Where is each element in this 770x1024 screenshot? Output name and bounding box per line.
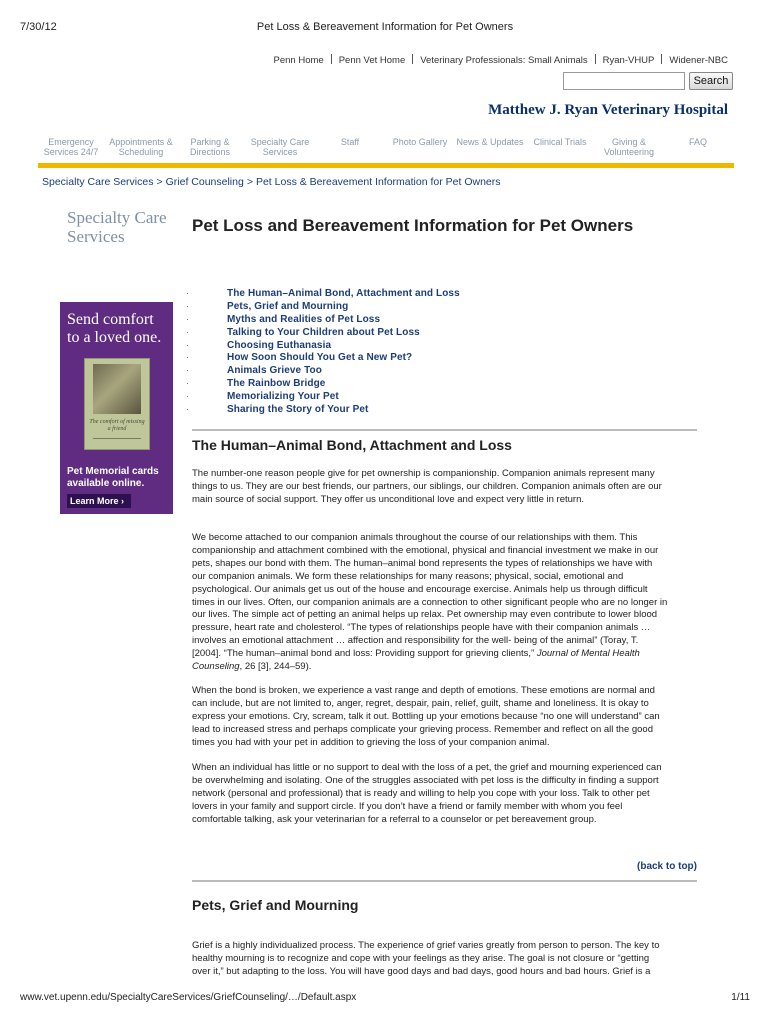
toc-link[interactable]: Myths and Realities of Pet Loss [227, 313, 381, 325]
nav-label: Giving & [611, 137, 646, 147]
text-line: lead to increased stress and perhaps complicate your grieving process. Remember and reflect on all the good [192, 723, 654, 735]
text-line: comfortable talking, ask your veterinarian for a referral to a counselor or pet bereavement group. [192, 813, 597, 825]
nav-parking-directions[interactable] [180, 137, 240, 157]
text-line: our companion animals. We form these relationships for many reasons; physical, social, emotional and [192, 570, 624, 582]
bullet: · [186, 391, 189, 402]
utility-nav [274, 54, 728, 66]
nav-faq[interactable] [678, 137, 718, 147]
card-title: The comfort of missing a friend [89, 419, 145, 432]
learn-more-button[interactable]: Learn More › [67, 494, 131, 508]
text-span: , 26 [3], 244–59). [239, 661, 312, 673]
toc-link[interactable]: How Soon Should You Get a New Pet? [227, 352, 413, 364]
breadcrumb-separator: > [246, 176, 253, 188]
list-item [186, 377, 686, 390]
text-line: pets, shapes our bond with them. The human–animal bond represents the types of relationships we have with [192, 557, 653, 569]
print-header [20, 21, 750, 35]
search-input[interactable] [563, 72, 685, 90]
card-divider [93, 438, 141, 439]
list-item [186, 364, 686, 377]
text-line: express your emotions. Cry, scream, talk it out. Bottling up your emotions because “no one will understand” can [192, 710, 660, 722]
list-item [186, 351, 686, 364]
nav-news-updates[interactable] [456, 137, 524, 147]
pet-photo [93, 364, 141, 414]
pet-memorial-cards-banner[interactable] [60, 302, 173, 514]
nav-label: Scheduling [118, 147, 164, 157]
text-line: main source of social support. They offer us unconditional love and expect very little in return. [192, 493, 585, 505]
nav-emergency-services[interactable] [40, 137, 102, 157]
toc-link[interactable]: The Human–Animal Bond, Attachment and Loss [227, 288, 460, 299]
topnav-veterinary-professionals[interactable]: Veterinary Professionals: Small Animals [420, 55, 588, 66]
text-line [192, 661, 698, 674]
bullet: · [186, 378, 189, 389]
print-footer [20, 992, 750, 1006]
bullet: · [186, 404, 189, 415]
topnav-ryan-vhup[interactable]: Ryan-VHUP [602, 55, 655, 66]
text-line: pressure, heart rate and cholesterol. “The types of relationships people have with their companion animals … [192, 622, 651, 634]
hospital-name: Matthew J. Ryan Veterinary Hospital [488, 102, 728, 118]
toc-link[interactable]: Animals Grieve Too [227, 365, 322, 377]
bullet: · [186, 313, 189, 324]
text-line: be overwhelming and isolating. One of the struggles associated with pet loss is the difficulty in finding a support [192, 774, 659, 786]
text-span: [2004]. “The human–animal bond and loss: Providing support for grieving clients,” [192, 648, 537, 660]
topnav-penn-vet-home[interactable]: Penn Vet Home [338, 55, 406, 66]
text-line: things to us. They are our best friends, our partners, our siblings, our children. Companion animals often are our [192, 480, 662, 492]
topnav-penn-home[interactable]: Penn Home [273, 55, 324, 66]
nav-label: Volunteering [603, 147, 655, 157]
main-nav [38, 137, 734, 159]
nav-label: Photo Gallery [392, 137, 448, 147]
text-line: our lives. The simple act of petting an animal helps up relax. Pet ownership may even contribute to lower blood [192, 609, 658, 621]
banner-subline [67, 466, 169, 490]
paragraph [192, 762, 698, 827]
sidebar-title-line: Services [67, 227, 125, 246]
paragraph [192, 468, 698, 507]
list-item [186, 300, 686, 313]
page-number: 1/11 [731, 992, 750, 1003]
banner-headline [67, 311, 169, 347]
section-divider [192, 880, 697, 882]
nav-specialty-care[interactable] [248, 137, 312, 157]
print-date: 7/30/12 [20, 21, 57, 33]
breadcrumb-separator: > [156, 176, 163, 188]
breadcrumb-specialty-care[interactable]: Specialty Care Services [42, 176, 154, 188]
nav-photo-gallery[interactable] [390, 137, 450, 147]
section-heading: The Human–Animal Bond, Attachment and Loss [192, 437, 512, 453]
list-item [186, 339, 686, 352]
text-line: psychological. Our animals get us out of the house and encourage exercise. Animals help us through difficult [192, 583, 648, 595]
list-item [186, 313, 686, 326]
nav-clinical-trials[interactable] [530, 137, 590, 147]
nav-label: Clinical Trials [533, 137, 587, 147]
topnav-divider [412, 54, 413, 64]
text-line: over it,” but adapting to the loss. You will have good days and bad days, good hours and bad hours. Grief is a [192, 965, 651, 977]
back-to-top-link[interactable]: (back to top) [637, 861, 697, 872]
text-line: times in our lives. Often, our companion animals are a connection to other significant people who are no longer in [192, 596, 668, 608]
table-of-contents [186, 287, 686, 416]
toc-link[interactable]: Sharing the Story of Your Pet [227, 404, 369, 416]
text-line: Grief is a highly individualized process. The experience of grief varies greatly from person to person. The key to [192, 940, 660, 951]
nav-label: FAQ [688, 137, 707, 147]
banner-headline-line: to a loved one. [67, 329, 162, 346]
paragraph [192, 940, 698, 979]
nav-label: Staff [340, 137, 360, 147]
nav-label: Services 24/7 [43, 147, 99, 157]
toc-link[interactable]: The Rainbow Bridge [227, 378, 326, 390]
text-line: The number-one reason people give for pet ownership is companionship. Companion animals represent many [192, 468, 655, 479]
bullet: · [186, 300, 189, 311]
bullet: · [186, 352, 189, 363]
nav-staff[interactable] [326, 137, 374, 147]
nav-label: News & Updates [456, 137, 524, 147]
text-line: network (personal and professional) that is ready and willing to help you cope with your loss. Talk to other pet [192, 787, 650, 799]
nav-label: Directions [189, 147, 230, 157]
list-item [186, 403, 686, 416]
nav-accent-bar [38, 163, 734, 168]
bullet: · [186, 339, 189, 350]
topnav-widener-nbc[interactable]: Widener-NBC [669, 55, 728, 66]
list-item [186, 287, 686, 300]
nav-appointments[interactable] [108, 137, 174, 157]
bullet: · [186, 288, 189, 298]
nav-giving-volunteering[interactable] [598, 137, 660, 157]
breadcrumb-current[interactable]: Pet Loss & Bereavement Information for Pet Owners [255, 176, 501, 188]
topnav-divider [661, 54, 662, 64]
toc-link[interactable]: Choosing Euthanasia [227, 339, 332, 351]
paragraph [192, 532, 698, 674]
breadcrumb-grief-counseling[interactable]: Grief Counseling [165, 176, 244, 188]
section-divider [192, 429, 697, 431]
nav-label: Emergency [48, 137, 94, 147]
banner-subline-line: available online. [67, 478, 145, 489]
text-line: can include, but are not limited to, anger, regret, despair, pain, relief, guilt, shame and loneliness. It is okay to [192, 697, 649, 709]
text-line: We become attached to our companion animals throughout the course of our relationships with them. This [192, 532, 638, 543]
journal-title: Counseling [192, 661, 240, 673]
page-title: Pet Loss and Bereavement Information for Pet Owners [192, 216, 634, 235]
toc-link[interactable]: Talking to Your Children about Pet Loss [227, 326, 420, 338]
paragraph [192, 685, 698, 750]
toc-link[interactable]: Pets, Grief and Mourning [227, 300, 349, 312]
sidebar-title [67, 208, 187, 246]
section-heading: Pets, Grief and Mourning [192, 897, 359, 913]
text-line: healthy mourning is to recognize and cope with your feelings as they arise. The goal is not closure or “getting [192, 952, 650, 964]
topnav-divider [595, 54, 596, 64]
topnav-divider [331, 54, 332, 64]
text-line: When the bond is broken, we experience a vast range and depth of emotions. These emotions are normal and [192, 685, 655, 696]
journal-title: Journal of Mental Health [536, 648, 640, 660]
sidebar-title-line: Specialty Care [67, 208, 167, 227]
banner-headline-line: Send comfort [67, 311, 154, 328]
text-line [192, 648, 698, 661]
text-line: When an individual has little or no support to deal with the loss of a pet, the grief and mourning experienced can [192, 762, 662, 773]
text-line: companionship and attachment combined with the emotional, physical and financial investment we make in our [192, 544, 659, 556]
nav-label: Specialty Care [250, 137, 310, 147]
bullet: · [186, 326, 189, 337]
nav-label: Appointments & [109, 137, 173, 147]
search-button[interactable]: Search [689, 72, 733, 90]
print-url: www.vet.upenn.edu/SpecialtyCareServices/GriefCounseling/…/Default.aspx [20, 992, 357, 1003]
nav-label: Parking & [190, 137, 230, 147]
bullet: · [186, 365, 189, 376]
banner-subline-line: Pet Memorial cards [67, 466, 159, 477]
memorial-card-image [84, 358, 150, 450]
print-title: Pet Loss & Bereavement Information for Pet Owners [256, 21, 514, 33]
nav-label: Services [262, 147, 298, 157]
list-item [186, 390, 686, 403]
toc-link[interactable]: Memorializing Your Pet [227, 391, 339, 403]
text-line: times you had with your pet in addition to grieving the loss of your companion animal. [192, 736, 550, 748]
list-item [186, 326, 686, 339]
text-line: lovers in your family and support circle. If you don’t have a friend or family member with whom you feel [192, 800, 623, 812]
breadcrumb [42, 176, 501, 188]
text-line: involves an emotional attachment … affection and responsibility for the well- being of the animal” (Toray, T. [192, 635, 639, 647]
